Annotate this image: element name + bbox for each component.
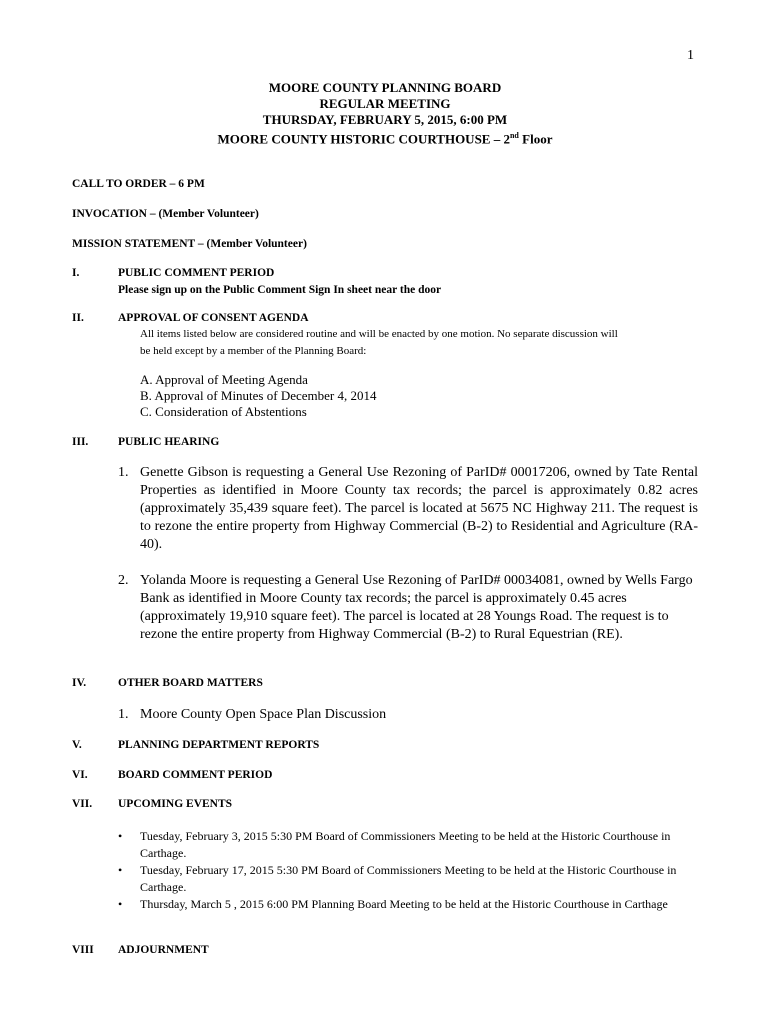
section-3-number: III. [72, 436, 89, 448]
section-2-number: II. [72, 312, 84, 324]
list-item [118, 828, 700, 862]
list-item: B. Approval of Minutes of December 4, 2014 [140, 388, 377, 403]
bullet-icon: • [118, 897, 123, 911]
section-6-title: BOARD COMMENT PERIOD [118, 769, 273, 781]
section-1-number: I. [72, 267, 80, 279]
section-1-title: PUBLIC COMMENT PERIOD [118, 267, 275, 279]
list-item-number: 2. [118, 573, 129, 588]
section-3-title: PUBLIC HEARING [118, 436, 220, 448]
other-matters-list [118, 706, 698, 724]
list-item [118, 572, 698, 644]
list-item-text: Yolanda Moore is requesting a General Use Rezoning of ParID# 00034081, owned by Wells Fargo Bank as identified in Moore County tax records; the parcel is approximately 0.45 acres (approximately 19,910 square feet). The parcel is located at 28 Youngs Road. The request is to rezone the entire property from Highway Commercial (B-2) to Rural Equestrian (RE). [140, 573, 693, 642]
section-8-number: VIII [72, 944, 94, 956]
section-7-title: UPCOMING EVENTS [118, 798, 233, 810]
section-2-title: APPROVAL OF CONSENT AGENDA [118, 312, 309, 324]
consent-agenda-list [140, 372, 376, 420]
section-4-number: IV. [72, 677, 87, 689]
section-7-number: VII. [72, 798, 93, 810]
list-item [118, 896, 700, 913]
mission-statement: MISSION STATEMENT – (Member Volunteer) [72, 238, 307, 250]
section-2-description [140, 326, 698, 360]
section-5-number: V. [72, 739, 82, 751]
section-6-number: VI. [72, 769, 88, 781]
list-item-text: Genette Gibson is requesting a General Use Rezoning of ParID# 00017206, owned by Tate Rental Properties as identified in Moore County tax records; the parcel is approximately 0.82 acres (approximately 35,439 square feet). The parcel is located at 5675 NC Highway 211. The request is to rezone the entire property from Highway Commercial (B-2) to Residential and Agriculture (RA-40). [140, 465, 698, 552]
list-item [118, 464, 698, 554]
list-item-text: Tuesday, February 17, 2015 5:30 PM Board of Commissioners Meeting to be held at the Historic Courthouse in Carthage. [140, 863, 677, 894]
list-item-number: 1. [118, 465, 129, 480]
header-meeting-type: REGULAR MEETING [319, 96, 451, 111]
header-date-time: THURSDAY, FEBRUARY 5, 2015, 6:00 PM [262, 112, 508, 127]
bullet-icon: • [118, 829, 123, 843]
list-item-text: Tuesday, February 3, 2015 5:30 PM Board of Commissioners Meeting to be held at the Historic Courthouse in Carthage. [140, 829, 671, 860]
list-item: C. Consideration of Abstentions [140, 404, 307, 419]
section-5-title: PLANNING DEPARTMENT REPORTS [118, 739, 320, 751]
bullet-icon: • [118, 863, 123, 877]
section-1-note: Please sign up on the Public Comment Sign In sheet near the door [118, 284, 442, 296]
list-item: A. Approval of Meeting Agenda [140, 372, 308, 387]
public-hearing-list [118, 572, 698, 644]
list-item-text: Moore County Open Space Plan Discussion [140, 707, 387, 722]
header-location-text: MOORE COUNTY HISTORIC COURTHOUSE – 2 [217, 131, 510, 147]
list-item [118, 706, 698, 724]
section-2-description-line: All items listed below are considered routine and will be enacted by one motion. No separate discussion will [140, 328, 618, 340]
header-board-name: MOORE COUNTY PLANNING BOARD [268, 80, 502, 95]
list-item [118, 862, 700, 896]
invocation: INVOCATION – (Member Volunteer) [72, 208, 259, 220]
header-location-sup: nd [509, 131, 519, 140]
public-hearing-list [118, 464, 698, 554]
call-to-order: CALL TO ORDER – 6 PM [72, 178, 205, 190]
header-location [0, 128, 770, 147]
upcoming-events-list [118, 828, 700, 913]
page-number: 1 [687, 48, 694, 63]
section-4-title: OTHER BOARD MATTERS [118, 677, 263, 689]
list-item-number: 1. [118, 707, 129, 722]
section-8-title: ADJOURNMENT [118, 944, 209, 956]
section-2-description-line: be held except by a member of the Planning Board: [140, 345, 367, 357]
header-location-floor: Floor [518, 131, 553, 147]
list-item-text: Thursday, March 5 , 2015 6:00 PM Planning Board Meeting to be held at the Historic Courthouse in Carthage [140, 897, 668, 911]
